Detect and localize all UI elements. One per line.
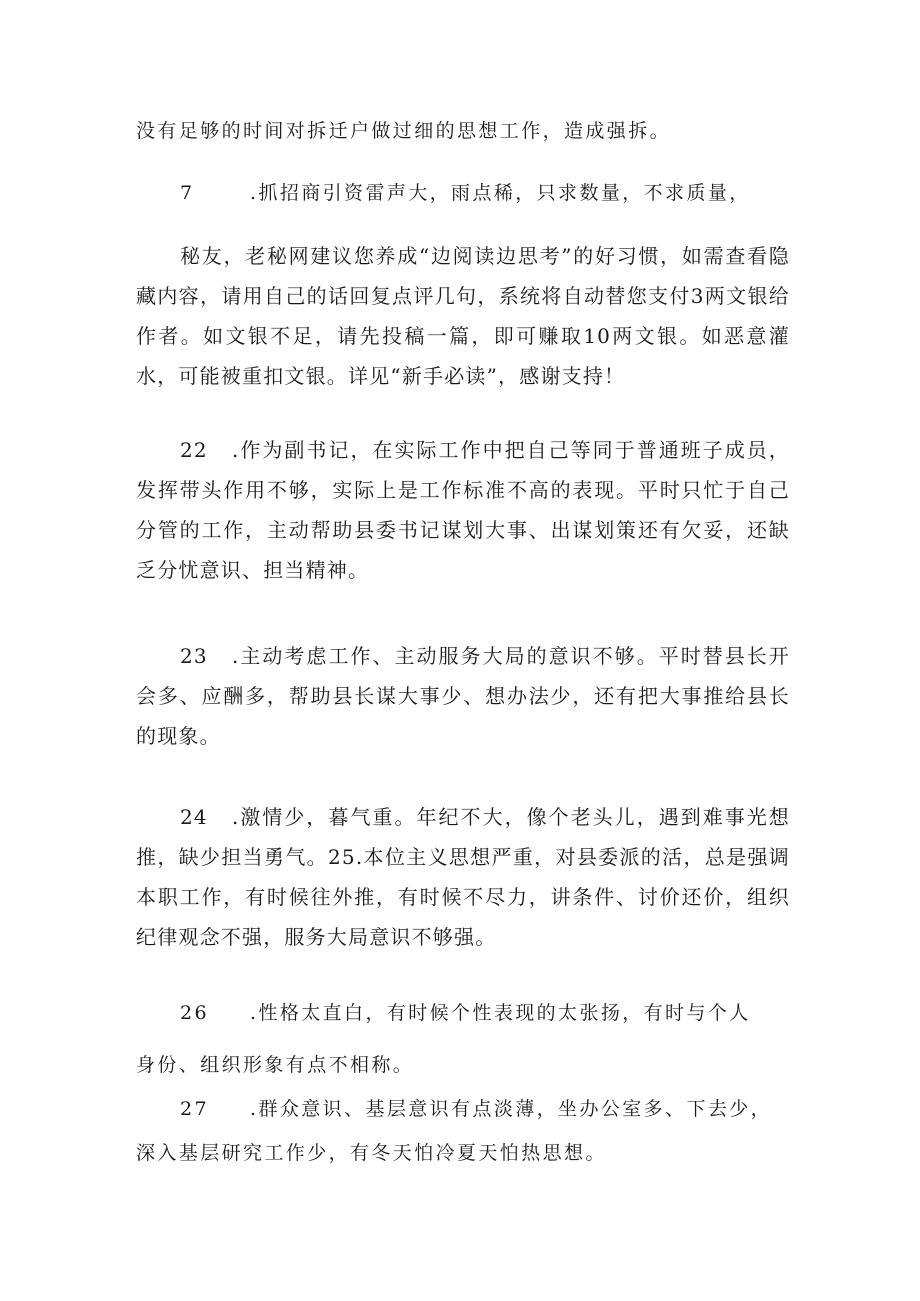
item-27 — [180, 1096, 840, 1122]
item-27-number: 27 — [180, 1098, 209, 1120]
item-22 — [136, 430, 790, 590]
item-26-continuation: 身份、组织形象有点不相称。 — [136, 1054, 415, 1076]
item-24-number: 24 — [180, 805, 208, 829]
item-27-text: .群众意识、基层意识有点淡薄，坐办公室多、下去少， — [250, 1098, 773, 1120]
item-22-text: .作为副书记，在实际工作中把自己等同于普通班子成员，发挥带头作用不够，实际上是工作标准不高的表现。平时只忙于自己分管的工作，主动帮助县委书记谋划大事、出谋划策还有欠妥，还缺乏分忧意识、担当精神。 — [136, 438, 790, 582]
item-23-text: .主动考虑工作、主动服务大局的意识不够。平时替县长开会多、应酬多，帮助县长谋大事少、想办法少，还有把大事推给县长的现象。 — [136, 644, 790, 748]
item-23 — [136, 636, 790, 756]
item-26 — [180, 1000, 840, 1026]
text-line-top: 没有足够的时间对拆迁户做过细的思想工作，造成强拆。 — [136, 120, 672, 142]
item-26-number: 26 — [180, 1002, 209, 1024]
item-24 — [136, 797, 790, 957]
item-24-text: .激情少，暮气重。年纪不大，像个老头儿，遇到难事光想推，缺少担当勇气。25.本位主义思想严重，对县委派的活，总是强调本职工作，有时候往外推，有时候不尽力，讲条件、讨价还价，组织纪律观念不强，服务大局意识不够强。 — [136, 805, 790, 949]
item-22-number: 22 — [180, 438, 208, 462]
item-26-text: .性格太直白，有时候个性表现的太张扬，有时与个人 — [250, 1002, 751, 1024]
item-7-text: .抓招商引资雷声大，雨点稀，只求数量，不求质量， — [250, 182, 751, 204]
item-23-number: 23 — [180, 644, 208, 668]
notice-paragraph: 秘友，老秘网建议您养成“边阅读边思考”的好习惯，如需查看隐藏内容，请用自己的话回复点评几句，系统将自动替您支付3两文银给作者。如文银不足，请先投稿一篇，即可赚取10两文银。如恶意灌水，可能被重扣文银。详见“新手必读”，感谢支持！ — [136, 244, 790, 388]
item-7 — [180, 180, 840, 206]
item-7-number: 7 — [180, 182, 195, 204]
item-27-continuation: 深入基层研究工作少，有冬天怕冷夏天怕热思想。 — [136, 1142, 607, 1164]
